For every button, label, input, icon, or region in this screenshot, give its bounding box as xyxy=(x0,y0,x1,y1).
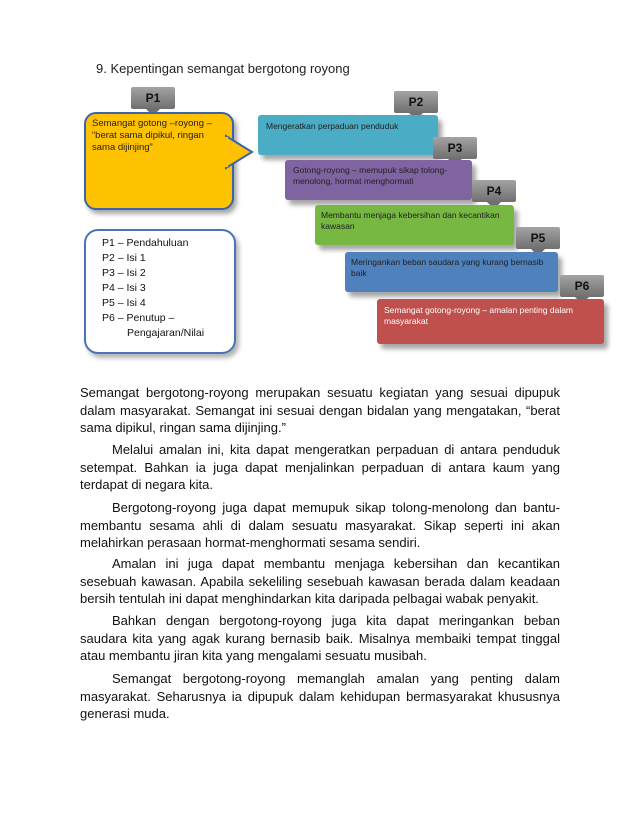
paragraph: Bahkan dengan bergotong-royong juga kita dapat meringankan beban saudara kita yang agak kurang bernasib baik. Misalnya membaiki tempat tinggal atau membantu jiran kita yang mengalami sesuatu musibah. xyxy=(80,613,560,663)
tag-p6: P6 xyxy=(560,275,604,297)
callout-text: Semangat gotong –royong – “berat sama dipikul, ringan sama dijinjing” xyxy=(92,118,212,153)
paragraph: Bergotong-royong juga dapat memupuk sikap tolong-menolong dan bantu-membantu sesama ahli di dalam sesuatu masyarakat. Sikap seperti ini akan melahirkan perasaan hormat-menghormati sesama sendiri. xyxy=(80,500,560,550)
paragraph: Melalui amalan ini, kita dapat mengeratkan perpaduan di antara penduduk setempat. Bahkan ia juga dapat menjalinkan perpaduan di antara kaum yang terdapat di negara kita. xyxy=(80,442,560,492)
tag-p2: P2 xyxy=(394,91,438,113)
paragraph-intro: Semangat bergotong-royong merupakan sesuatu kegiatan yang sesuai dipupuk dalam masyarakat. Semangat ini sesuai dengan bidalan yang mengatakan, “berat sama dipikul, ringan sama dijinjing.” xyxy=(80,385,560,435)
legend-item: P2 – Isi 1 xyxy=(102,252,146,264)
tag-p1: P1 xyxy=(131,87,175,109)
step-p4-text: Membantu menjaga kebersihan dan kecantikan kawasan xyxy=(321,210,500,231)
legend-list xyxy=(102,236,204,341)
paragraph: Amalan ini juga dapat membantu menjaga kebersihan dan kecantikan sesebuah kawasan. Apabila sekeliling sesebuah kawasan berada dalam keadaan bersih tentulah ini dapat menghindarkan kita daripada pelbagai wabak penyakit. xyxy=(80,556,560,606)
step-p6-text: Semangat gotong-royong – amalan penting dalam masyarakat xyxy=(384,305,574,326)
legend-item: Pengajaran/Nilai xyxy=(127,327,205,339)
paragraph: Semangat bergotong-royong memanglah amalan yang penting dalam masyarakat. Seharusnya ia dipupuk dalam kehidupan bermasyarakat khususnya generasi muda. xyxy=(80,671,560,721)
step-p3-text: Gotong-royong – memupuk sikap tolong-menolong, hormat menghormati xyxy=(293,165,448,186)
legend-item: P1 – Pendahuluan xyxy=(102,237,189,249)
step-p2-text: Mengeratkan perpaduan penduduk xyxy=(266,121,399,131)
tag-p5: P5 xyxy=(516,227,560,249)
legend-item: P6 – Penutup – xyxy=(102,312,175,324)
legend-item: P4 – Isi 3 xyxy=(102,282,146,294)
legend-item: P3 – Isi 2 xyxy=(102,267,146,279)
step-p5-text: Meringankan beban saudara yang kurang bernasib baik xyxy=(351,257,544,278)
tag-p4: P4 xyxy=(472,180,516,202)
legend-item: P5 – Isi 4 xyxy=(102,297,146,309)
tag-p3: P3 xyxy=(433,137,477,159)
section-heading: 9. Kepentingan semangat bergotong royong xyxy=(96,61,350,76)
